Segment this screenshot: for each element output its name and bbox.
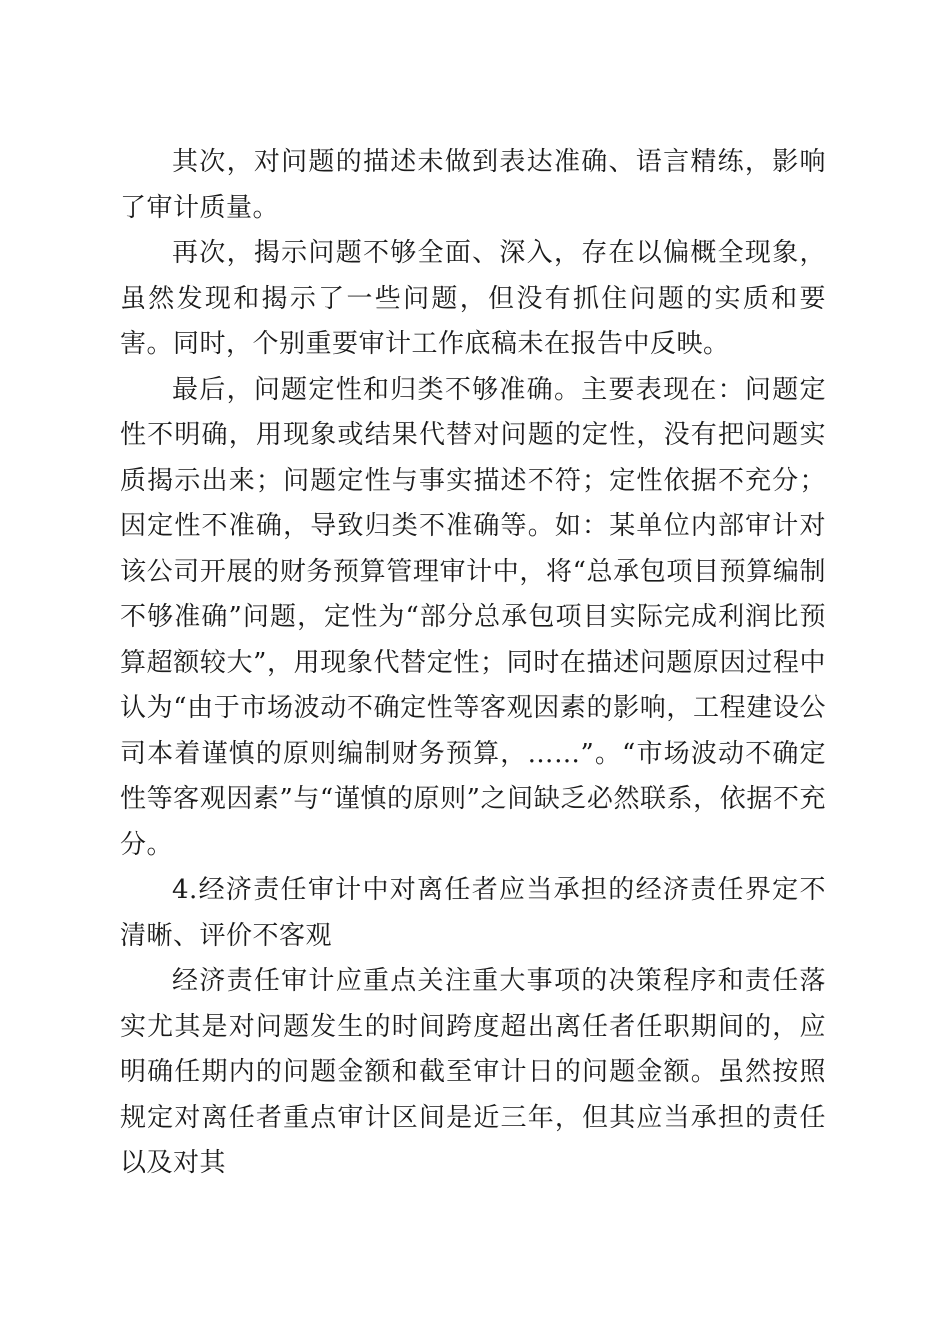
document-page — [120, 140, 826, 1187]
section-heading-4: 4.经济责任审计中对离任者应当承担的经济责任界定不清晰、评价不客观 — [120, 875, 826, 951]
paragraph-economic-responsibility: 经济责任审计应重点关注重大事项的决策程序和责任落实尤其是对问题发生的时间跨度超出离任者任职期间的，应明确任期内的问题金额和截至审计日的问题金额。虽然按照规定对离任者重点审计区间是近三年，但其应当承担的责任以及对其 — [120, 966, 826, 1178]
paragraph-finally: 最后，问题定性和归类不够准确。主要表现在：问题定性不明确，用现象或结果代替对问题的定性，没有把问题实质揭示出来；问题定性与事实描述不符；定性依据不充分；因定性不准确，导致归类不准确等。如：某单位内部审计对该公司开展的财务预算管理审计中，将“总承包项目预算编制不够准确”问题，定性为“部分总承包项目实际完成利润比预算超额较大”，用现象代替定性；同时在描述问题原因过程中认为“由于市场波动不确定性等客观因素的影响，工程建设公司本着谨慎的原则编制财务预算，……”。“市场波动不确定性等客观因素”与“谨慎的原则”之间缺乏必然联系，依据不充分。 — [120, 374, 826, 860]
paragraph-thirdly: 再次，揭示问题不够全面、深入，存在以偏概全现象，虽然发现和揭示了一些问题，但没有抓住问题的实质和要害。同时，个别重要审计工作底稿未在报告中反映。 — [120, 238, 826, 359]
paragraph-secondly: 其次，对问题的描述未做到表达准确、语言精练，影响了审计质量。 — [120, 147, 826, 223]
